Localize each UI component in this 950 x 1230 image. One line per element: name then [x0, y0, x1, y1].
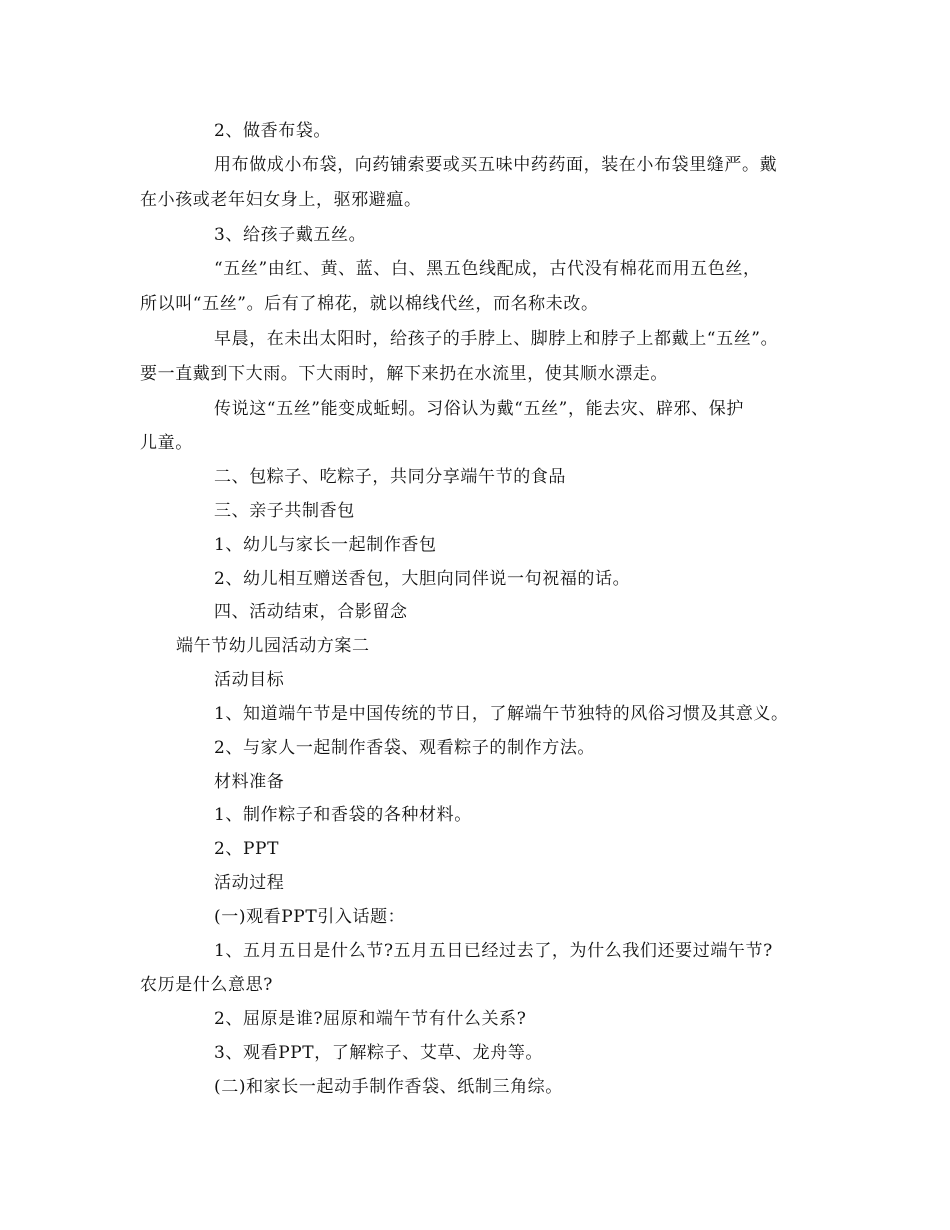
list-item: 2、屈原是谁?屈原和端午节有什么关系? [214, 1009, 527, 1029]
list-item: 1、知道端午节是中国传统的节日，了解端午节独特的风俗习惯及其意义。 [214, 704, 789, 724]
section-heading: 三、亲子共制香包 [214, 501, 355, 521]
list-item: 2、PPT [214, 839, 280, 859]
subsection-heading: (二)和家长一起动手制作香袋、纸制三角综。 [214, 1077, 563, 1097]
section-heading: 二、包粽子、吃粽子，共同分享端午节的食品 [214, 467, 566, 487]
paragraph-line: 早晨，在未出太阳时，给孩子的手脖上、脚脖上和脖子上都戴上“五丝”。 [214, 329, 779, 349]
list-item: 1、幼儿与家长一起制作香包 [214, 535, 437, 555]
list-item: 3、观看PPT，了解粽子、艾草、龙舟等。 [214, 1043, 544, 1063]
section-heading: 活动目标 [214, 670, 285, 690]
list-item: 2、幼儿相互赠送香包，大胆向同伴说一句祝福的话。 [214, 569, 631, 589]
paragraph-line: 农历是什么意思? [140, 975, 273, 995]
paragraph-line: 所以叫“五丝”。后有了棉花，就以棉线代丝，而名称未改。 [140, 294, 599, 314]
paragraph-line: 用布做成小布袋，向药铺索要或买五味中药药面，装在小布袋里缝严。戴 [214, 155, 778, 175]
list-item-wusi: 3、给孩子戴五丝。 [214, 225, 367, 245]
section-heading: 活动过程 [214, 873, 285, 893]
paragraph-line: 在小孩或老年妇女身上，驱邪避瘟。 [140, 190, 422, 210]
subsection-heading: (一)观看PPT引入话题： [214, 907, 406, 927]
list-item: 2、与家人一起制作香袋、观看粽子的制作方法。 [214, 738, 596, 758]
paragraph-line: 要一直戴到下大雨。下大雨时，解下来扔在水流里，使其顺水漂走。 [140, 364, 668, 384]
paragraph-line: 儿童。 [140, 433, 193, 453]
section-heading: 四、活动结束，合影留念 [214, 602, 408, 622]
paragraph-line: “五丝”由红、黄、蓝、白、黑五色线配成，古代没有棉花而用五色丝， [214, 259, 761, 279]
section-heading: 材料准备 [214, 772, 285, 792]
plan-title: 端午节幼儿园活动方案二 [176, 636, 370, 656]
list-item: 1、五月五日是什么节?五月五日已经过去了，为什么我们还要过端午节? [214, 941, 773, 961]
list-item-make-sachet: 2、做香布袋。 [214, 121, 332, 141]
list-item: 1、制作粽子和香袋的各种材料。 [214, 805, 472, 825]
paragraph-line: 传说这“五丝”能变成蚯蚓。习俗认为戴“五丝”，能去灾、辟邪、保护 [214, 399, 744, 419]
